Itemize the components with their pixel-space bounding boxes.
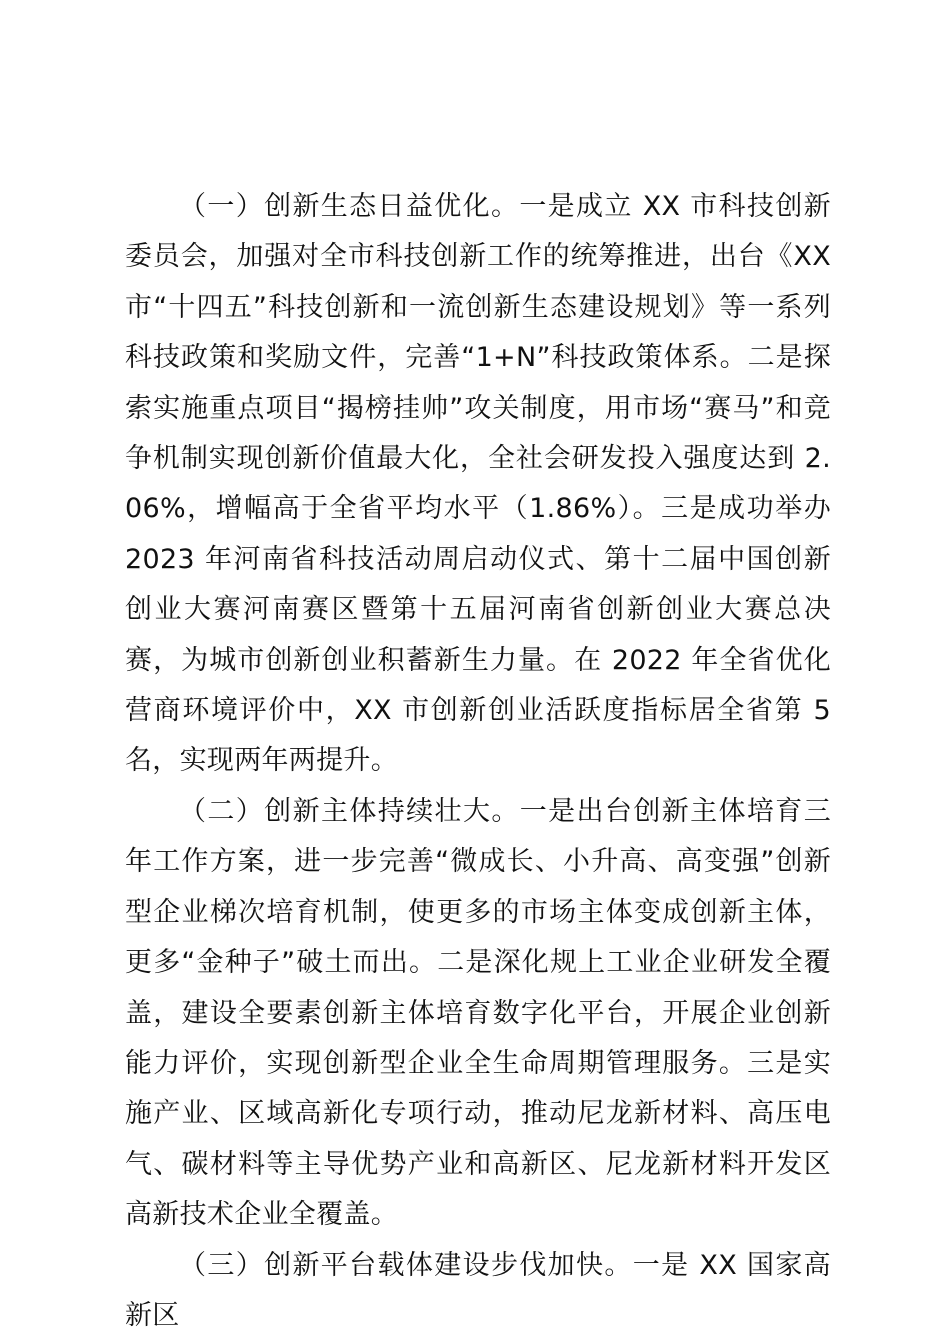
paragraph-innovation-entities: （二）创新主体持续壮大。一是出台创新主体培育三年工作方案，进一步完善“微成长、小升高、高变强”创新型企业梯次培育机制，使更多的市场主体变成创新主体，更多“金种子”破土而出。二是深化规上工业企业研发全覆盖，建设全要素创新主体培育数字化平台，开展企业创新能力评价，实现创新型企业全生命周期管理服务。三是实施产业、区域高新化专项行动，推动尼龙新材料、高压电气、碳材料等主导优势产业和高新区、尼龙新材料开发区高新技术企业全覆盖。: [125, 795, 831, 1231]
paragraph-innovation-ecosystem: （一）创新生态日益优化。一是成立 XX 市科技创新委员会，加强对全市科技创新工作的统筹推进，出台《XX 市“十四五”科技创新和一流创新生态建设规划》等一系列科技政策和奖励文件，完善“1+N”科技政策体系。二是探索实施重点项目“揭榜挂帅”攻关制度，用市场“赛马”和竞争机制实现创新价值最大化，全社会研发投入强度达到 2.06%，增幅高于全省平均水平（1.86%）。三是成功举办 2023 年河南省科技活动周启动仪式、第十二届中国创新创业大赛河南赛区暨第十五届河南省创新创业大赛总决赛，为城市创新创业积蓄新生力量。在 2022 年全省优化营商环境评价中，XX 市创新创业活跃度指标居全省第 5 名，实现两年两提升。: [125, 191, 831, 777]
document-body: [125, 182, 831, 1341]
paragraph-innovation-platforms: （三）创新平台载体建设步伐加快。一是 XX 国家高新区: [125, 1249, 831, 1331]
